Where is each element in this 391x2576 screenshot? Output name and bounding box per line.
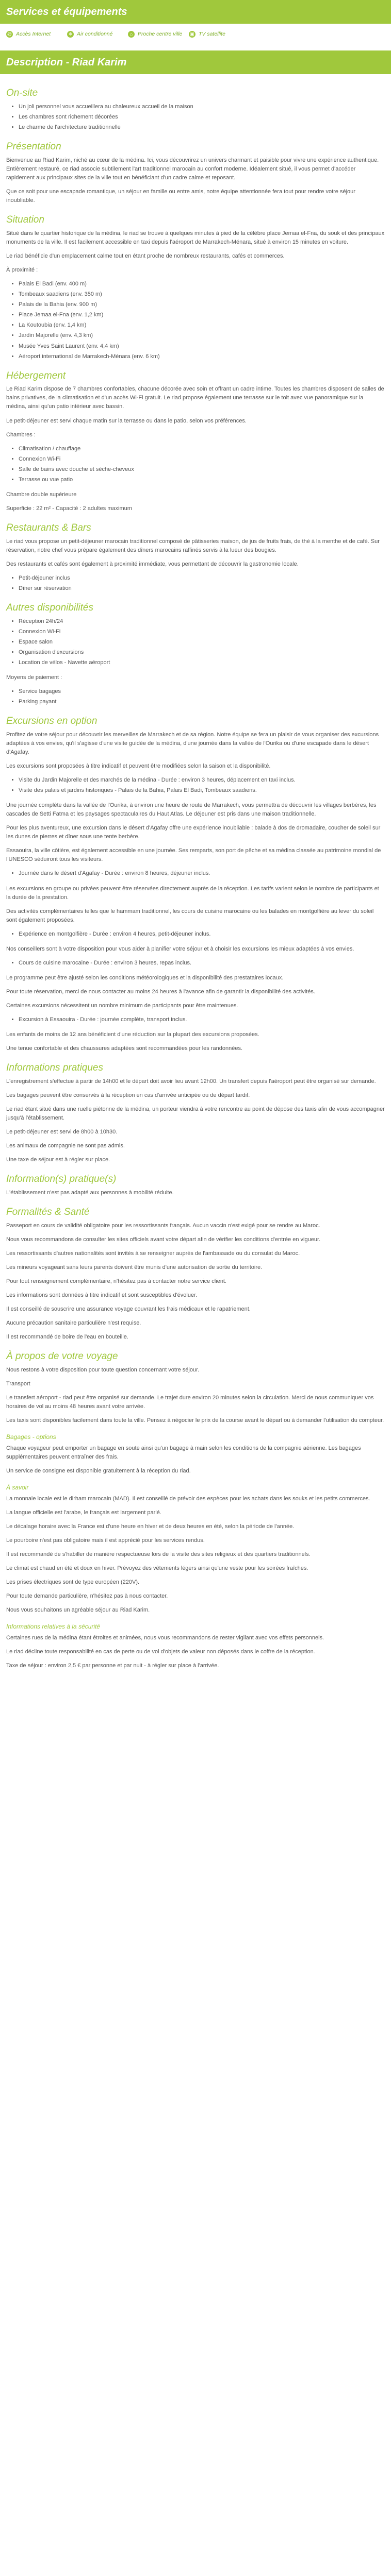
list-item: • Palais de la Bahia (env. 900 m) [19,300,385,309]
description-content [0,74,391,1691]
paragraph: Les excursions sont proposées à titre indicatif et peuvent être modifiées selon la saison et la disponibilité. [6,763,271,770]
service-item [67,30,128,38]
excursion-list [6,776,385,795]
paragraph: Les enfants de moins de 12 ans bénéficient d'une réduction sur la plupart des excursions proposées. [6,1031,259,1038]
list-item: • Dîner sur réservation [19,584,385,593]
section-title: À propos de votre voyage [6,1351,118,1362]
paragraph: Le riad vous propose un petit-déjeuner marocain traditionnel composé de pâtisseries maison, de jus de fruits frais, de thé à la menthe et de café. Sur réservation, notre chef vous prépare également des dîners marocains raffinés servis à la lueur des bougies. [6,538,380,553]
paragraph: Taxe de séjour : environ 2,5 € par personne et par nuit - à régler sur place à l'arrivée. [6,1662,219,1669]
paragraph: Le programme peut être ajusté selon les conditions météorologiques et la disponibilité des prestataires locaux. [6,974,284,981]
paragraph: Nous vous souhaitons un agréable séjour au Riad Karim. [6,1607,150,1614]
service-label: Accès Internet [16,31,51,37]
paragraph: Le transfert aéroport - riad peut être organisé sur demande. Le trajet dure environ 20 minutes selon la circulation. Merci de nous communiquer vos horaires de vol au moins 48 heures avant votre arrivée. [6,1395,374,1410]
list-item: • Organisation d'excursions [19,648,385,657]
section-title: Restaurants & Bars [6,522,91,533]
paragraph: Les prises électriques sont de type européen (220V). [6,1579,140,1585]
excursion-list [6,930,385,939]
paragraph: La langue officielle est l'arabe, le français est largement parlé. [6,1509,161,1516]
paragraph: Il est recommandé de boire de l'eau en bouteille. [6,1334,128,1341]
list-item: • Climatisation / chauffage [19,445,385,453]
paragraph: Les excursions en groupe ou privées peuvent être réservées directement auprès de la réception. Les tarifs varient selon le nombre de participants et la durée de la prestation. [6,885,379,901]
paragraph: Essaouira, la ville côtière, est également accessible en une journée. Ses remparts, son port de pêche et sa médina classée au patrimoine mondial de l'UNESCO séduiront tous les visiteurs. [6,848,381,863]
list-item: • Location de vélos - Navette aéroport [19,658,385,667]
list-item: • Terrasse ou vue patio [19,476,385,484]
paragraph: Profitez de votre séjour pour découvrir les merveilles de Marrakech et de sa région. Notre équipe se fera un plaisir de vous organiser des excursions adaptées à vos envies, qu'il s'agisse d'une visite guidée de la médina, d'une journée dans la vallée de l'Ourika ou d'une escapade dans le désert d'Agafay. [6,731,379,755]
section-title: Formalités & Santé [6,1207,90,1218]
service-item [128,30,189,38]
excursion-list [6,959,385,968]
excursion-list [6,1015,385,1024]
paragraph: Les animaux de compagnie ne sont pas admis. [6,1143,125,1149]
paragraph: Une taxe de séjour est à régler sur place. [6,1157,110,1163]
paragraph: Des restaurants et cafés sont également à proximité immédiate, vous permettant de découvrir la gastronomie locale. [6,561,299,567]
service-check-icon: ❄ [67,31,74,38]
around-list [6,280,385,361]
paragraph: Nous restons à votre disposition pour toute question concernant votre séjour. [6,1367,200,1374]
paragraph: Pour tout renseignement complémentaire, n'hésitez pas à contacter notre service client. [6,1278,227,1285]
paragraph: Le petit-déjeuner est servi de 8h00 à 10h30. [6,1129,118,1136]
section-title: Informations pratiques [6,1062,103,1074]
list-item: • Les chambres sont richement décorées [19,113,385,122]
paragraph: Aucune précaution sanitaire particulière n'est requise. [6,1320,141,1327]
subsection-title: À savoir [6,1484,29,1492]
list-item: • Petit-déjeuner inclus [19,574,385,583]
list-item: • Un joli personnel vous accueillera au chaleureux accueil de la maison [19,103,385,111]
payment-list [6,687,385,706]
list-item: • Connexion Wi-Fi [19,455,385,464]
list-item: • La Koutoubia (env. 1,4 km) [19,321,385,330]
paragraph: L'établissement n'est pas adapté aux personnes à mobilité réduite. [6,1190,174,1196]
paragraph: Le pourboire n'est pas obligatoire mais il est apprécié pour les services rendus. [6,1537,205,1544]
paragraph: Le riad décline toute responsabilité en cas de perte ou de vol d'objets de valeur non déposés dans le coffre de la réception. [6,1648,315,1655]
paragraph: Certaines rues de la médina étant étroites et animées, nous vous recommandons de rester vigilant avec vos effets personnels. [6,1634,324,1641]
list-item: • Journée dans le désert d'Agafay - Durée : environ 8 heures, déjeuner inclus. [19,869,385,878]
list-item: • Réception 24h/24 [19,617,385,626]
service-label: Air conditionné [77,31,113,37]
list-item: • Service bagages [19,687,385,696]
list-item: • Salle de bains avec douche et sèche-cheveux [19,465,385,474]
paragraph: Certaines excursions nécessitent un nombre minimum de participants pour être maintenues. [6,1002,238,1009]
list-item: • Connexion Wi-Fi [19,628,385,636]
paragraph: Le riad étant situé dans une ruelle piétonne de la médina, un porteur viendra à votre rencontre au point de dépose des taxis afin de vous accompagner jusqu'à l'établissement. [6,1106,385,1122]
paragraph: Des activités complémentaires telles que le hammam traditionnel, les cours de cuisine marocaine ou les balades en montgolfière au lever du soleil sont également proposées. [6,908,374,923]
section-title: Autres disponibilités [6,602,93,613]
paragraph: Il est recommandé de s'habiller de manière respectueuse lors de la visite des sites religieux et des quartiers traditionnels. [6,1551,311,1557]
list-item: • Palais El Badi (env. 400 m) [19,280,385,289]
services-extra-list [6,617,385,667]
paragraph: Les informations sont données à titre indicatif et sont susceptibles d'évoluer. [6,1292,198,1299]
list-item: • Jardin Majorelle (env. 4,3 km) [19,331,385,340]
list-item: • Espace salon [19,638,385,647]
paragraph: Un service de consigne est disponible gratuitement à la réception du riad. [6,1468,191,1475]
paragraph: Les bagages peuvent être conservés à la réception en cas d'arrivée anticipée ou de départ tardif. [6,1092,250,1098]
paragraph: Nos conseillers sont à votre disposition pour vous aider à planifier votre séjour et à choisir les excursions les mieux adaptées à vos envies. [6,945,354,952]
list-item: • Le charme de l'architecture traditionnelle [19,123,385,132]
section-title: Information(s) pratique(s) [6,1174,117,1185]
paragraph: Moyens de paiement : [6,674,62,681]
subsection-title: Bagages - options [6,1433,56,1441]
service-label: TV satellite [199,31,225,37]
list-item: • Expérience en montgolfière - Durée : environ 4 heures, petit-déjeuner inclus. [19,930,385,939]
description-header: Description - Riad Karim [0,50,391,74]
list-item: • Tombeaux saadiens (env. 350 m) [19,290,385,299]
services-list [6,30,385,43]
paragraph: Le riad bénéficie d'un emplacement calme tout en étant proche de nombreux restaurants, cafés et commerces. [6,253,285,260]
list-item: • Parking payant [19,698,385,706]
paragraph: L'enregistrement s'effectue à partir de 14h00 et le départ doit avoir lieu avant 12h00. Un transfert depuis l'aéroport peut être organisé sur demande. [6,1078,376,1084]
paragraph: Le climat est chaud en été et doux en hiver. Prévoyez des vêtements légers ainsi qu'une veste pour les soirées fraîches. [6,1565,308,1571]
paragraph: Superficie : 22 m² - Capacité : 2 adultes maximum [6,505,132,512]
paragraph: Pour toute réservation, merci de nous contacter au moins 24 heures à l'avance afin de garantir la disponibilité des activités. [6,988,315,995]
service-check-icon: ▣ [189,31,196,38]
paragraph: Une journée complète dans la vallée de l'Ourika, à environ une heure de route de Marrakech, vous permettra de découvrir les villages berbères, les cascades de Setti Fatma et les paysages spectaculaires du Haut Atlas. Le déjeuner est pris dans une maison traditionnelle. [6,802,377,818]
paragraph: Le décalage horaire avec la France est d'une heure en hiver et de deux heures en été, selon la période de l'année. [6,1523,295,1530]
paragraph: Situé dans le quartier historique de la médina, le riad se trouve à quelques minutes à pied de la célèbre place Jemaa el-Fna, du souk et des principaux monuments de la ville. Il est facilement accessible en taxi depuis l'aéroport de Marrakech-Ménara, situé à environ 15 minutes en voiture. [6,230,385,246]
section-title: Situation [6,214,44,226]
paragraph: La monnaie locale est le dirham marocain (MAD). Il est conseillé de prévoir des espèces pour les achats dans les souks et les petits commerces. [6,1495,370,1502]
paragraph: Chambre double supérieure [6,491,77,498]
section-title: Excursions en option [6,716,97,727]
list-item: • Place Jemaa el-Fna (env. 1,2 km) [19,311,385,319]
list-item: • Musée Yves Saint Laurent (env. 4,4 km) [19,342,385,351]
paragraph: Chambres : [6,431,36,438]
paragraph: Il est conseillé de souscrire une assurance voyage couvrant les frais médicaux et le rapatriement. [6,1306,251,1313]
paragraph: Pour les plus aventureux, une excursion dans le désert d'Agafay offre une expérience inoubliable : balade à dos de dromadaire, coucher de soleil sur les dunes de pierres et dîner sous une tente berbère. [6,825,381,840]
section-title: Hébergement [6,370,66,381]
list-item: • Cours de cuisine marocaine - Durée : environ 3 heures, repas inclus. [19,959,385,968]
paragraph: Pour toute demande particulière, n'hésitez pas à nous contacter. [6,1593,168,1599]
paragraph: Transport [6,1381,30,1387]
service-label: Proche centre ville [138,31,183,37]
paragraph: Une tenue confortable et des chaussures adaptées sont recommandées pour les randonnées. [6,1045,243,1052]
list-item: • Visite des palais et jardins historiques - Palais de la Bahia, Palais El Badi, Tombeaux saadiens. [19,786,385,795]
list-item: • Aéroport international de Marrakech-Ménara (env. 6 km) [19,352,385,361]
paragraph: À proximité : [6,267,38,274]
section-title: On-site [6,88,38,99]
paragraph: Les taxis sont disponibles facilement dans toute la ville. Pensez à négocier le prix de la course avant le départ ou à demander l'utilisation du compteur. [6,1417,384,1424]
paragraph: Le petit-déjeuner est servi chaque matin sur la terrasse ou dans le patio, selon vos préférences. [6,417,247,424]
subsection-title: Informations relatives à la sécurité [6,1623,101,1631]
paragraph: Que ce soit pour une escapade romantique, un séjour en famille ou entre amis, notre équipe attentionnée fera tout pour rendre votre séjour inoubliable. [6,189,355,204]
list-item: • Excursion à Essaouira - Durée : journée complète, transport inclus. [19,1015,385,1024]
restaurant-list [6,574,385,593]
rooms-list [6,445,385,484]
paragraph: Les mineurs voyageant sans leurs parents doivent être munis d'une autorisation de sortie du territoire. [6,1264,263,1271]
service-item [189,30,250,38]
service-item [6,30,67,38]
paragraph: Passeport en cours de validité obligatoire pour les ressortissants français. Aucun vaccin n'est exigé pour se rendre au Maroc. [6,1222,320,1229]
paragraph: Les ressortissants d'autres nationalités sont invités à se renseigner auprès de l'ambassade ou du consulat du Maroc. [6,1250,300,1257]
section-title: Présentation [6,141,61,152]
service-check-icon: ⌂ [128,31,135,38]
paragraph: Bienvenue au Riad Karim, niché au cœur de la médina. Ici, vous découvrirez un univers charmant et paisible pour vivre une expérience authentique. Entièrement restauré, ce riad associe subtilement l'art traditionnel marocain au confort moderne. Idéalement situé, il vous permet d'accéder rapidement aux principaux sites de la ville tout en bénéficiant d'un cadre calme et reposant. [6,157,379,181]
excursion-list [6,869,385,878]
paragraph: Le Riad Karim dispose de 7 chambres confortables, chacune décorée avec soin et offrant un cadre intime. Toutes les chambres disposent de salles de bains privatives, de la climatisation et d'un accès Wi-Fi gratuit. Le riad propose également une terrasse sur le toit avec vue panoramique sur la médina, ainsi qu'un patio intérieur avec bassin. [6,386,384,410]
service-check-icon: @ [7,31,12,37]
onsite-list [6,103,385,132]
paragraph: Chaque voyageur peut emporter un bagage en soute ainsi qu'un bagage à main selon les conditions de la compagnie aérienne. Les bagages supplémentaires peuvent entraîner des frais. [6,1445,361,1460]
list-item: • Visite du Jardin Majorelle et des marchés de la médina - Durée : environ 3 heures, déplacement en taxi inclus. [19,776,385,785]
services-header: Services et équipements [0,0,391,24]
paragraph: Nous vous recommandons de consulter les sites officiels avant votre départ afin de vérifier les conditions d'entrée en vigueur. [6,1236,321,1243]
services-panel [0,24,391,50]
